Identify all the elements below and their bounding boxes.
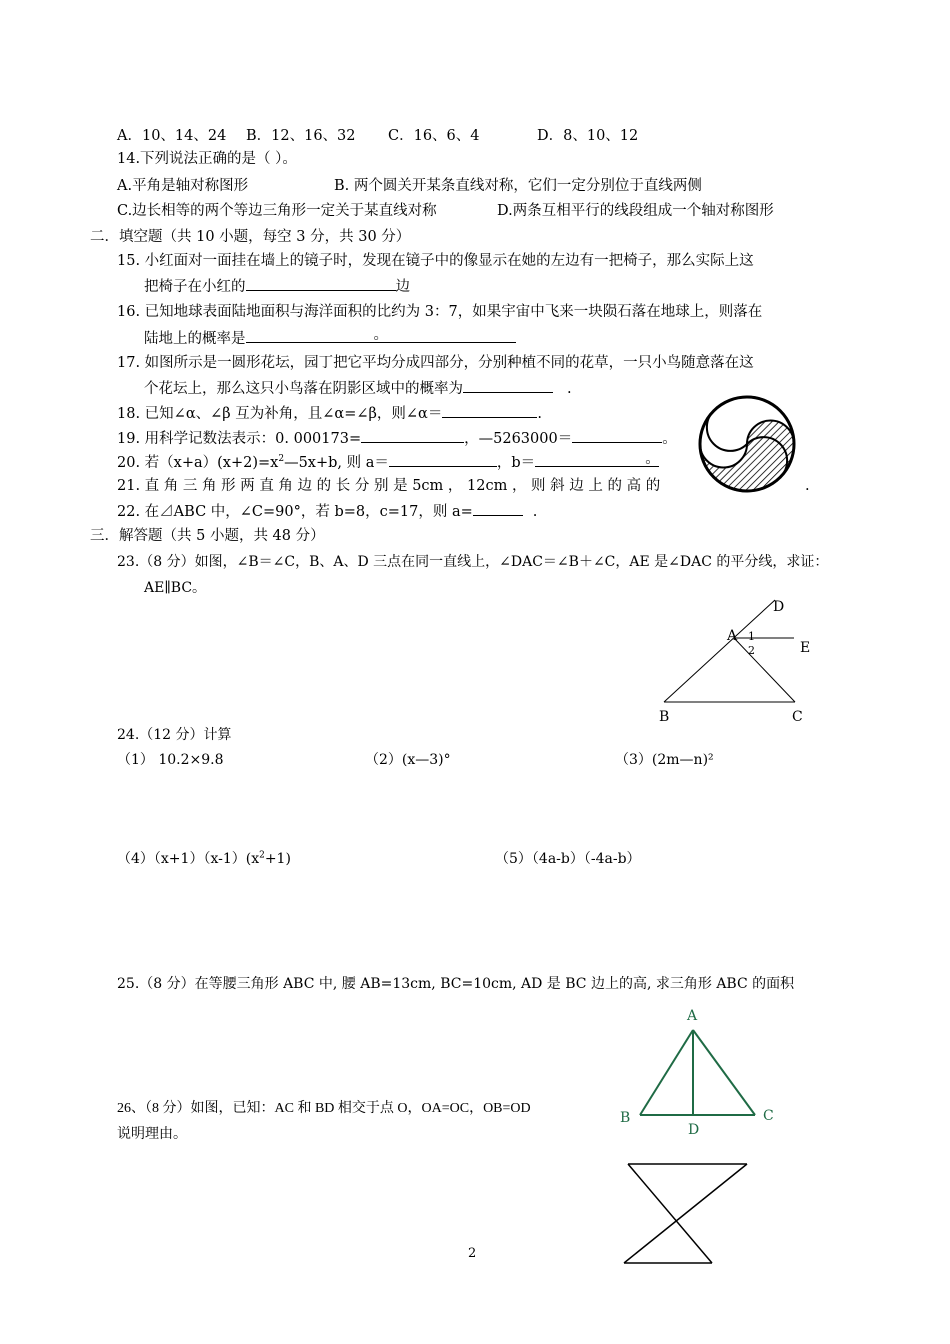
q14-option-a: A.平角是轴对称图形 — [117, 178, 249, 194]
label-c: C — [763, 1108, 774, 1124]
q17-text-a: 个花坛上，那么这只小鸟落在阴影区域中的概率为 — [144, 381, 463, 397]
q16-text-a: 陆地上的概率是 — [144, 331, 246, 347]
q26-line-1: 26、（8 分）如图，已知：AC 和 BD 相交于点 O，OA=OC，OB=OD — [117, 1101, 531, 1116]
q24-part-4-exponent: 2 — [259, 850, 265, 861]
label-d: D — [773, 599, 785, 615]
angle-1-label: 1 — [748, 630, 755, 643]
line-ac — [734, 638, 795, 702]
q21-line — [117, 476, 660, 496]
label-c: C — [792, 709, 803, 725]
q23-line-1: 23.（8 分）如图，∠B＝∠C，B、A、D 三点在同一直线上，∠DAC＝∠B＋∠C，AE 是∠DAC 的平分线，求证： — [117, 554, 829, 570]
q22-line — [117, 500, 537, 522]
q17-text-b: . — [567, 381, 572, 397]
q26-line-2: 说明理由。 — [117, 1126, 187, 1142]
q19-text-a: 19. 用科学记数法表示：0. 000173= — [117, 431, 362, 447]
q17-answer-blank[interactable] — [463, 377, 553, 393]
q19-text-c: 。 — [662, 431, 677, 447]
q14-stem: 14.下列说法正确的是（ ）。 — [117, 151, 297, 167]
flowerbed-circle-figure — [695, 392, 805, 502]
q19-answer-blank-2[interactable] — [572, 427, 662, 443]
q20-exponent: 2 — [278, 454, 285, 465]
q16-line-2 — [144, 327, 516, 349]
q15-text-b: 边 — [395, 279, 410, 295]
q13-option-c: C．16、6、4 — [388, 128, 480, 144]
q24-part-4-b: +1) — [264, 851, 291, 867]
q18-answer-blank[interactable] — [442, 402, 537, 418]
q20-text-c: ，b＝ — [496, 455, 536, 471]
q23-triangle-figure — [650, 590, 850, 730]
label-b: B — [659, 709, 670, 725]
q17-line-1: 17. 如图所示是一圆形花坛，园丁把它平均分成四部分，分别种植不同的花草，一只小鸟随意落在这 — [117, 355, 754, 371]
q13-option-a: A．10、14、24 — [117, 128, 227, 144]
section-3-title: 三．解答题（共 5 小题，共 48 分） — [90, 528, 325, 544]
angle-2-label: 2 — [748, 644, 755, 657]
q15-line-2 — [144, 275, 410, 297]
label-b: B — [620, 1110, 631, 1126]
q15-line-1: 15. 小红面对一面挂在墙上的镜子时，发现在镜子中的像显示在她的左边有一把椅子，那么实际上这 — [117, 253, 754, 269]
q24-part-2: （2）(x—3)° — [365, 752, 451, 768]
q18-line — [117, 402, 542, 424]
q17-line-2 — [144, 377, 572, 399]
q13-option-b: B．12、16、32 — [246, 128, 356, 144]
segment-diagonal-2 — [624, 1164, 747, 1263]
q23-line-2: AE∥BC。 — [144, 580, 207, 596]
q19-line — [117, 427, 677, 449]
q19-text-b: ，—5263000＝ — [464, 431, 573, 447]
q21-text-a: 21. 直 角 三 角 形 两 直 角 边 的 长 分 别 是 5cm ， 12cm ， 则 斜 边 上 的 高 的 — [117, 478, 661, 494]
q15-answer-blank[interactable] — [246, 275, 396, 291]
q14-option-d: D.两条互相平行的线段组成一个轴对称图形 — [497, 203, 774, 219]
label-e: E — [800, 640, 811, 656]
q18-text-a: 18. 已知∠α、∠β 互为补角，且∠α=∠β，则∠α＝ — [117, 406, 443, 422]
q20-text-a: 20. 若（x+a）(x+2)=x — [117, 455, 279, 471]
q24-part-1: （1） 10.2×9.8 — [117, 752, 224, 768]
q15-text-a: 把椅子在小红的 — [144, 279, 246, 295]
q25-isosceles-triangle-figure — [615, 1000, 785, 1140]
side-ab — [640, 1030, 693, 1115]
q20-text-d: 。 — [645, 451, 660, 467]
q24-part-3: （3）(2m—n)² — [615, 752, 714, 768]
page-number: 2 — [468, 1246, 477, 1261]
q22-text-a: 22. 在⊿ABC 中，∠C=90°，若 b=8，c=17，则 a= — [117, 504, 473, 520]
q20-answer-blank-b[interactable] — [535, 451, 659, 467]
q18-text-b: . — [537, 406, 542, 422]
q20-line — [117, 451, 659, 473]
section-2-title: 二．填空题（共 10 小题，每空 3 分，共 30 分） — [90, 229, 411, 245]
q24-part-4-a: （4）（x+1）（x-1）(x — [117, 851, 260, 867]
q21-text-b: . — [805, 478, 810, 494]
label-a: A — [687, 1008, 698, 1024]
line-bd — [664, 600, 775, 702]
q20-answer-blank-a[interactable] — [389, 451, 497, 467]
label-a: A — [727, 628, 738, 644]
q14-option-b: B. 两个圆关开某条直线对称，它们一定分别位于直线两侧 — [334, 178, 702, 194]
q19-answer-blank-1[interactable] — [361, 427, 464, 443]
label-d: D — [688, 1122, 700, 1138]
q25-text: 25.（8 分）在等腰三角形 ABC 中, 腰 AB=13cm, BC=10cm, AD 是 BC 边上的高, 求三角形 ABC 的面积 — [117, 976, 795, 992]
q16-text-b: 。 — [373, 327, 388, 343]
q16-line-1: 16. 已知地球表面陆地面积与海洋面积的比约为 3：7，如果宇宙中飞来一块陨石落在地球上，则落在 — [117, 304, 763, 320]
q14-option-c: C.边长相等的两个等边三角形一定关于某直线对称 — [117, 203, 437, 219]
q24-part-4 — [117, 849, 291, 869]
q22-answer-blank[interactable] — [473, 500, 523, 516]
q20-text-b: —5x+b, 则 a＝ — [284, 455, 389, 471]
q24-title: 24.（12 分）计算 — [117, 727, 232, 743]
side-ac — [693, 1030, 755, 1115]
q13-option-d: D．8、10、12 — [537, 128, 639, 144]
q24-part-5: （5）（4a-b）（-4a-b） — [495, 851, 641, 867]
q16-answer-blank[interactable] — [246, 327, 516, 343]
q26-crossing-lines-figure — [620, 1160, 760, 1275]
segment-diagonal-1 — [628, 1164, 712, 1263]
q22-text-b: . — [532, 504, 538, 520]
